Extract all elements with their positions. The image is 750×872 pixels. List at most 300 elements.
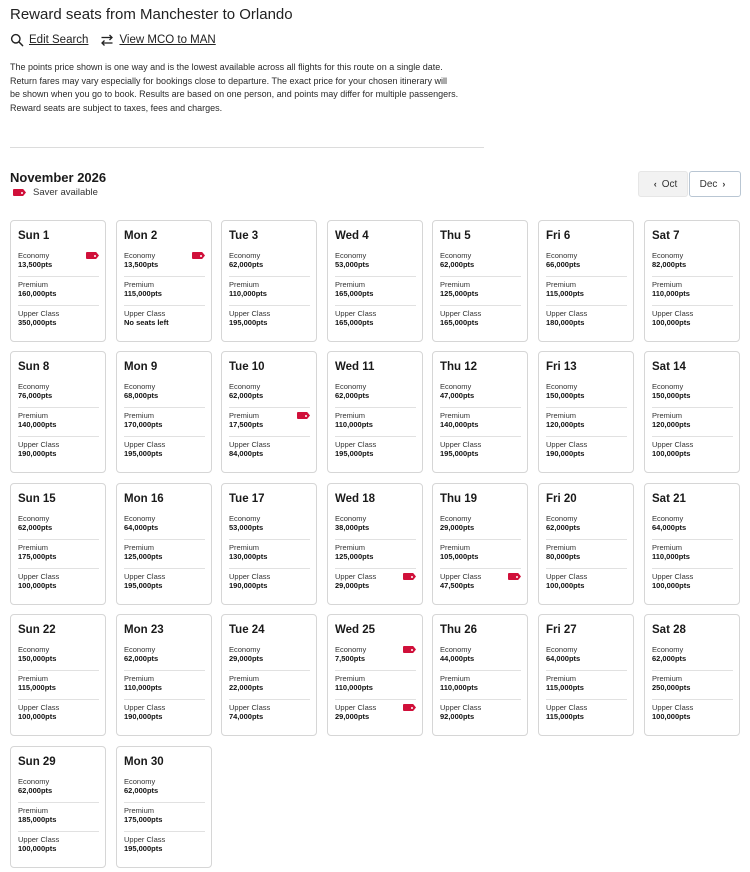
fare-points-value: 110,000pts (440, 683, 478, 692)
fare-row (18, 382, 99, 408)
day-card[interactable] (10, 220, 106, 342)
fare-class-label: Premium (18, 280, 49, 289)
day-label: Thu 19 (440, 493, 478, 505)
fare-class-label: Upper Class (124, 703, 166, 712)
fare-class-label: Premium (546, 543, 577, 552)
fare-row (440, 382, 521, 408)
fare-row (229, 543, 310, 569)
fare-class-label: Economy (18, 777, 50, 786)
fare-class-label: Economy (18, 382, 50, 391)
fare-points-value: 110,000pts (335, 683, 373, 692)
fare-points-value: 17,500pts (229, 420, 264, 429)
day-label: Sat 21 (652, 493, 686, 505)
fare-points-value: 53,000pts (229, 523, 264, 532)
fare-class-label: Upper Class (18, 703, 60, 712)
day-card[interactable] (10, 746, 106, 868)
fare-points-value: 110,000pts (652, 289, 690, 298)
fare-row (652, 382, 733, 408)
fare-points-value: 250,000pts (652, 683, 691, 692)
fare-points-value: 100,000pts (18, 844, 57, 853)
fare-class-label: Premium (440, 674, 471, 683)
fare-points-value: 130,000pts (229, 552, 268, 561)
fare-points-value: 350,000pts (18, 318, 57, 327)
fare-points-value: 150,000pts (546, 391, 585, 400)
fare-points-value: 165,000pts (335, 318, 374, 327)
saver-tag-icon (13, 189, 26, 196)
saver-tag-icon (403, 646, 416, 653)
fare-class-label: Premium (124, 543, 155, 552)
fare-points-value: No seats left (124, 318, 169, 327)
day-label: Tue 24 (229, 624, 265, 636)
fare-row (124, 835, 205, 861)
day-card[interactable] (116, 614, 212, 736)
fare-row (546, 382, 627, 408)
fare-points-value: 29,000pts (229, 654, 264, 663)
fare-row (440, 514, 521, 540)
fare-class-label: Upper Class (124, 835, 166, 844)
fare-class-label: Upper Class (440, 440, 482, 449)
fare-points-value: 7,500pts (335, 654, 366, 663)
fare-row (652, 674, 733, 700)
fare-points-value: 115,000pts (546, 683, 584, 692)
fare-row (652, 309, 733, 335)
fare-class-label: Upper Class (124, 309, 166, 318)
fare-points-value: 13,500pts (18, 260, 53, 269)
day-card[interactable] (116, 220, 212, 342)
fare-row (124, 572, 205, 598)
fare-points-value: 13,500pts (124, 260, 159, 269)
day-card[interactable] (644, 351, 740, 473)
fare-points-value: 190,000pts (124, 712, 163, 721)
day-label: Mon 30 (124, 756, 164, 768)
day-card[interactable] (116, 483, 212, 605)
fare-class-label: Upper Class (18, 835, 60, 844)
fare-row (335, 674, 416, 700)
fare-points-value: 190,000pts (546, 449, 585, 458)
fare-class-label: Economy (335, 251, 367, 260)
day-card[interactable] (327, 483, 423, 605)
day-label: Wed 11 (335, 361, 375, 373)
fare-row (335, 543, 416, 569)
fare-class-label: Premium (229, 411, 260, 420)
fare-points-value: 29,000pts (335, 581, 370, 590)
day-label: Mon 23 (124, 624, 164, 636)
fare-class-label: Economy (124, 777, 156, 786)
fare-points-value: 110,000pts (124, 683, 162, 692)
swap-arrows-icon (100, 33, 114, 47)
fare-points-value: 190,000pts (18, 449, 57, 458)
fare-class-label: Premium (18, 674, 49, 683)
fare-row (546, 251, 627, 277)
fare-points-value: 115,000pts (124, 289, 162, 298)
fare-class-label: Premium (652, 543, 683, 552)
fare-row (124, 514, 205, 540)
fare-points-value: 195,000pts (229, 318, 268, 327)
fare-row (546, 411, 627, 437)
day-card[interactable] (10, 614, 106, 736)
fare-class-label: Premium (124, 806, 155, 815)
fare-class-label: Upper Class (440, 703, 482, 712)
info-line: Reward seats are subject to taxes, fees and charges. (10, 102, 223, 113)
fare-row (124, 309, 205, 335)
fare-class-label: Economy (124, 382, 156, 391)
fare-points-value: 195,000pts (440, 449, 479, 458)
day-label: Sat 7 (652, 230, 680, 242)
fare-class-label: Economy (652, 251, 684, 260)
fare-row (546, 572, 627, 598)
next-month-button[interactable] (689, 171, 741, 197)
fare-class-label: Economy (18, 514, 50, 523)
fare-row (124, 806, 205, 832)
fare-row (546, 543, 627, 569)
info-line: The points price shown is one way and is the lowest available across all flights for this route on a single date. (10, 62, 443, 72)
day-label: Fri 27 (546, 624, 577, 636)
day-label: Sun 8 (18, 361, 50, 373)
fare-row (546, 280, 627, 306)
fare-class-label: Upper Class (652, 440, 694, 449)
fare-class-label: Upper Class (335, 572, 377, 581)
fare-row (18, 777, 99, 803)
fare-points-value: 76,000pts (18, 391, 53, 400)
search-icon (10, 33, 24, 47)
fare-class-label: Economy (335, 645, 367, 654)
fare-class-label: Premium (18, 411, 49, 420)
fare-points-value: 84,000pts (229, 449, 264, 458)
fare-row (335, 411, 416, 437)
fare-row (440, 703, 521, 729)
fare-class-label: Premium (335, 543, 366, 552)
fare-class-label: Premium (335, 674, 366, 683)
day-card[interactable] (116, 746, 212, 868)
day-card[interactable] (10, 483, 106, 605)
fare-class-label: Upper Class (546, 309, 588, 318)
fare-points-value: 195,000pts (335, 449, 374, 458)
fare-class-label: Economy (229, 514, 261, 523)
fare-row (335, 440, 416, 466)
next-month-label: Dec (699, 178, 718, 190)
fare-class-label: Upper Class (440, 572, 482, 581)
day-label: Fri 13 (546, 361, 577, 373)
fare-row (18, 411, 99, 437)
fare-row (229, 572, 310, 598)
day-card[interactable] (432, 351, 528, 473)
fare-points-value: 62,000pts (229, 260, 264, 269)
fare-class-label: Premium (546, 674, 577, 683)
fare-row (652, 645, 733, 671)
fare-points-value: 38,000pts (335, 523, 370, 532)
day-card[interactable] (644, 220, 740, 342)
fare-class-label: Upper Class (124, 440, 166, 449)
fare-row (18, 440, 99, 466)
fare-points-value: 100,000pts (18, 581, 57, 590)
fare-row (335, 645, 416, 671)
day-card[interactable] (327, 220, 423, 342)
fare-points-value: 185,000pts (18, 815, 57, 824)
fare-class-label: Premium (546, 280, 577, 289)
day-card[interactable] (221, 220, 317, 342)
fare-points-value: 125,000pts (335, 552, 374, 561)
fare-points-value: 175,000pts (124, 815, 163, 824)
fare-class-label: Upper Class (18, 440, 60, 449)
fare-points-value: 100,000pts (652, 318, 691, 327)
day-card[interactable] (221, 483, 317, 605)
fare-row (229, 645, 310, 671)
fare-class-label: Premium (335, 280, 366, 289)
fare-points-value: 195,000pts (124, 844, 163, 853)
fare-class-label: Upper Class (124, 572, 166, 581)
fare-row (124, 674, 205, 700)
fare-row (335, 703, 416, 729)
fare-row (440, 280, 521, 306)
day-card[interactable] (327, 351, 423, 473)
day-card[interactable] (644, 483, 740, 605)
day-label: Sun 29 (18, 756, 56, 768)
fare-class-label: Premium (18, 543, 49, 552)
fare-row (335, 280, 416, 306)
fare-row (335, 309, 416, 335)
fare-row (546, 645, 627, 671)
day-card[interactable] (221, 614, 317, 736)
day-card[interactable] (327, 614, 423, 736)
fare-row (124, 251, 205, 277)
fare-class-label: Premium (124, 411, 155, 420)
fare-class-label: Upper Class (229, 440, 271, 449)
fare-class-label: Economy (440, 251, 472, 260)
fare-points-value: 47,500pts (440, 581, 475, 590)
fare-class-label: Premium (335, 411, 366, 420)
fare-points-value: 44,000pts (440, 654, 475, 663)
fare-class-label: Premium (546, 411, 577, 420)
fare-row (335, 514, 416, 540)
fare-row (652, 543, 733, 569)
fare-row (18, 251, 99, 277)
fare-points-value: 64,000pts (652, 523, 687, 532)
fare-points-value: 115,000pts (18, 683, 56, 692)
fare-class-label: Economy (229, 382, 261, 391)
fare-points-value: 150,000pts (18, 654, 57, 663)
fare-class-label: Premium (440, 411, 471, 420)
fare-class-label: Economy (546, 645, 578, 654)
day-label: Sun 1 (18, 230, 50, 242)
day-label: Sun 22 (18, 624, 56, 636)
fare-row (229, 251, 310, 277)
fare-row (652, 572, 733, 598)
fare-row (440, 674, 521, 700)
fare-class-label: Upper Class (335, 309, 377, 318)
fare-row (546, 309, 627, 335)
fare-row (440, 572, 521, 598)
fare-points-value: 64,000pts (124, 523, 159, 532)
fare-points-value: 80,000pts (546, 552, 581, 561)
fare-class-label: Premium (229, 280, 260, 289)
fare-points-value: 120,000pts (652, 420, 691, 429)
fare-row (124, 777, 205, 803)
prev-month-button[interactable] (638, 171, 688, 197)
saver-legend (13, 187, 98, 198)
fare-row (18, 645, 99, 671)
fare-row (546, 674, 627, 700)
day-label: Mon 2 (124, 230, 158, 242)
fare-class-label: Upper Class (546, 703, 588, 712)
fare-class-label: Upper Class (229, 572, 271, 581)
fare-row (652, 514, 733, 540)
fare-points-value: 125,000pts (124, 552, 163, 561)
saver-tag-icon (192, 252, 205, 259)
fare-points-value: 150,000pts (652, 391, 691, 400)
fare-points-value: 105,000pts (440, 552, 479, 561)
fare-points-value: 175,000pts (18, 552, 57, 561)
fare-points-value: 92,000pts (440, 712, 475, 721)
day-label: Sun 15 (18, 493, 56, 505)
fare-class-label: Upper Class (18, 572, 60, 581)
fare-row (229, 440, 310, 466)
edit-search-link[interactable] (10, 33, 88, 47)
fare-row (229, 703, 310, 729)
saver-tag-icon (86, 252, 99, 259)
fare-class-label: Economy (652, 645, 684, 654)
saver-tag-icon (403, 573, 416, 580)
day-label: Wed 4 (335, 230, 369, 242)
view-reverse-route-link[interactable] (100, 33, 215, 47)
fare-points-value: 110,000pts (229, 289, 267, 298)
fare-points-value: 170,000pts (124, 420, 163, 429)
fare-points-value: 100,000pts (18, 712, 57, 721)
day-card[interactable] (538, 614, 634, 736)
fare-points-value: 195,000pts (124, 581, 163, 590)
fare-points-value: 120,000pts (546, 420, 585, 429)
fare-row (18, 280, 99, 306)
fare-row (440, 543, 521, 569)
fare-class-label: Economy (546, 514, 578, 523)
day-label: Mon 16 (124, 493, 164, 505)
day-label: Sat 14 (652, 361, 686, 373)
fare-points-value: 100,000pts (652, 712, 691, 721)
fare-class-label: Upper Class (440, 309, 482, 318)
fare-class-label: Economy (652, 514, 684, 523)
fare-points-value: 165,000pts (335, 289, 374, 298)
fare-row (652, 251, 733, 277)
fare-class-label: Premium (652, 280, 683, 289)
fare-points-value: 62,000pts (18, 786, 53, 795)
month-heading: November 2026 (10, 170, 107, 185)
saver-tag-icon (403, 704, 416, 711)
day-card[interactable] (432, 483, 528, 605)
fare-row (124, 382, 205, 408)
fare-row (18, 835, 99, 861)
fare-class-label: Upper Class (229, 703, 271, 712)
fare-class-label: Premium (124, 674, 155, 683)
fare-points-value: 125,000pts (440, 289, 479, 298)
fare-points-value: 160,000pts (18, 289, 57, 298)
fare-class-label: Economy (440, 514, 472, 523)
fare-row (335, 251, 416, 277)
fare-points-value: 62,000pts (335, 391, 370, 400)
fare-class-label: Upper Class (335, 703, 377, 712)
day-card[interactable] (10, 351, 106, 473)
fare-points-value: 195,000pts (124, 449, 163, 458)
fare-row (124, 703, 205, 729)
fare-row (229, 411, 310, 437)
day-label: Wed 25 (335, 624, 376, 636)
saver-legend-label: Saver available (33, 187, 98, 198)
fare-row (18, 703, 99, 729)
fare-points-value: 115,000pts (546, 712, 584, 721)
day-label: Mon 9 (124, 361, 158, 373)
fare-points-value: 62,000pts (440, 260, 475, 269)
fare-points-value: 140,000pts (18, 420, 57, 429)
fare-points-value: 110,000pts (652, 552, 690, 561)
saver-tag-icon (508, 573, 521, 580)
fare-class-label: Economy (229, 251, 261, 260)
fare-points-value: 62,000pts (652, 654, 687, 663)
fare-class-label: Upper Class (652, 572, 694, 581)
fare-row (546, 440, 627, 466)
day-card[interactable] (432, 220, 528, 342)
saver-tag-icon (297, 412, 310, 419)
day-card[interactable] (432, 614, 528, 736)
fare-row (124, 645, 205, 671)
day-card[interactable] (644, 614, 740, 736)
fare-row (18, 543, 99, 569)
fare-class-label: Upper Class (546, 440, 588, 449)
fare-class-label: Economy (546, 382, 578, 391)
fare-class-label: Economy (18, 251, 50, 260)
day-label: Tue 3 (229, 230, 259, 242)
points-info-text (10, 61, 490, 115)
fare-row (229, 514, 310, 540)
fare-points-value: 74,000pts (229, 712, 264, 721)
day-label: Fri 20 (546, 493, 577, 505)
day-card[interactable] (221, 351, 317, 473)
fare-class-label: Upper Class (652, 309, 694, 318)
fare-class-label: Premium (440, 280, 471, 289)
fare-class-label: Premium (229, 543, 260, 552)
day-card[interactable] (538, 483, 634, 605)
fare-row (124, 411, 205, 437)
fare-row (440, 440, 521, 466)
fare-row (18, 572, 99, 598)
day-card[interactable] (538, 220, 634, 342)
info-line: Return fares may vary especially for bookings close to departure. The exact price for your chosen itinerary will (10, 75, 448, 86)
fare-points-value: 62,000pts (546, 523, 581, 532)
section-divider (10, 147, 484, 148)
fare-points-value: 62,000pts (124, 654, 159, 663)
fare-class-label: Economy (652, 382, 684, 391)
fare-row (440, 411, 521, 437)
fare-row (546, 514, 627, 540)
day-label: Thu 5 (440, 230, 471, 242)
info-line: be shown when you go to book. Results are based on one person, and points may differ for multiple passengers. (10, 89, 459, 100)
fare-row (652, 280, 733, 306)
fare-row (124, 543, 205, 569)
fare-points-value: 47,000pts (440, 391, 475, 400)
fare-class-label: Economy (229, 645, 261, 654)
fare-class-label: Premium (652, 674, 683, 683)
day-card[interactable] (116, 351, 212, 473)
fare-row (18, 309, 99, 335)
fare-class-label: Premium (229, 674, 260, 683)
page-title: Reward seats from Manchester to Orlando (10, 6, 293, 23)
day-card[interactable] (538, 351, 634, 473)
day-label: Thu 26 (440, 624, 478, 636)
fare-class-label: Economy (335, 382, 367, 391)
edit-search-label: Edit Search (29, 34, 89, 46)
fare-points-value: 100,000pts (546, 581, 585, 590)
day-label: Thu 12 (440, 361, 478, 373)
fare-points-value: 62,000pts (124, 786, 159, 795)
fare-points-value: 82,000pts (652, 260, 687, 269)
fare-row (440, 251, 521, 277)
